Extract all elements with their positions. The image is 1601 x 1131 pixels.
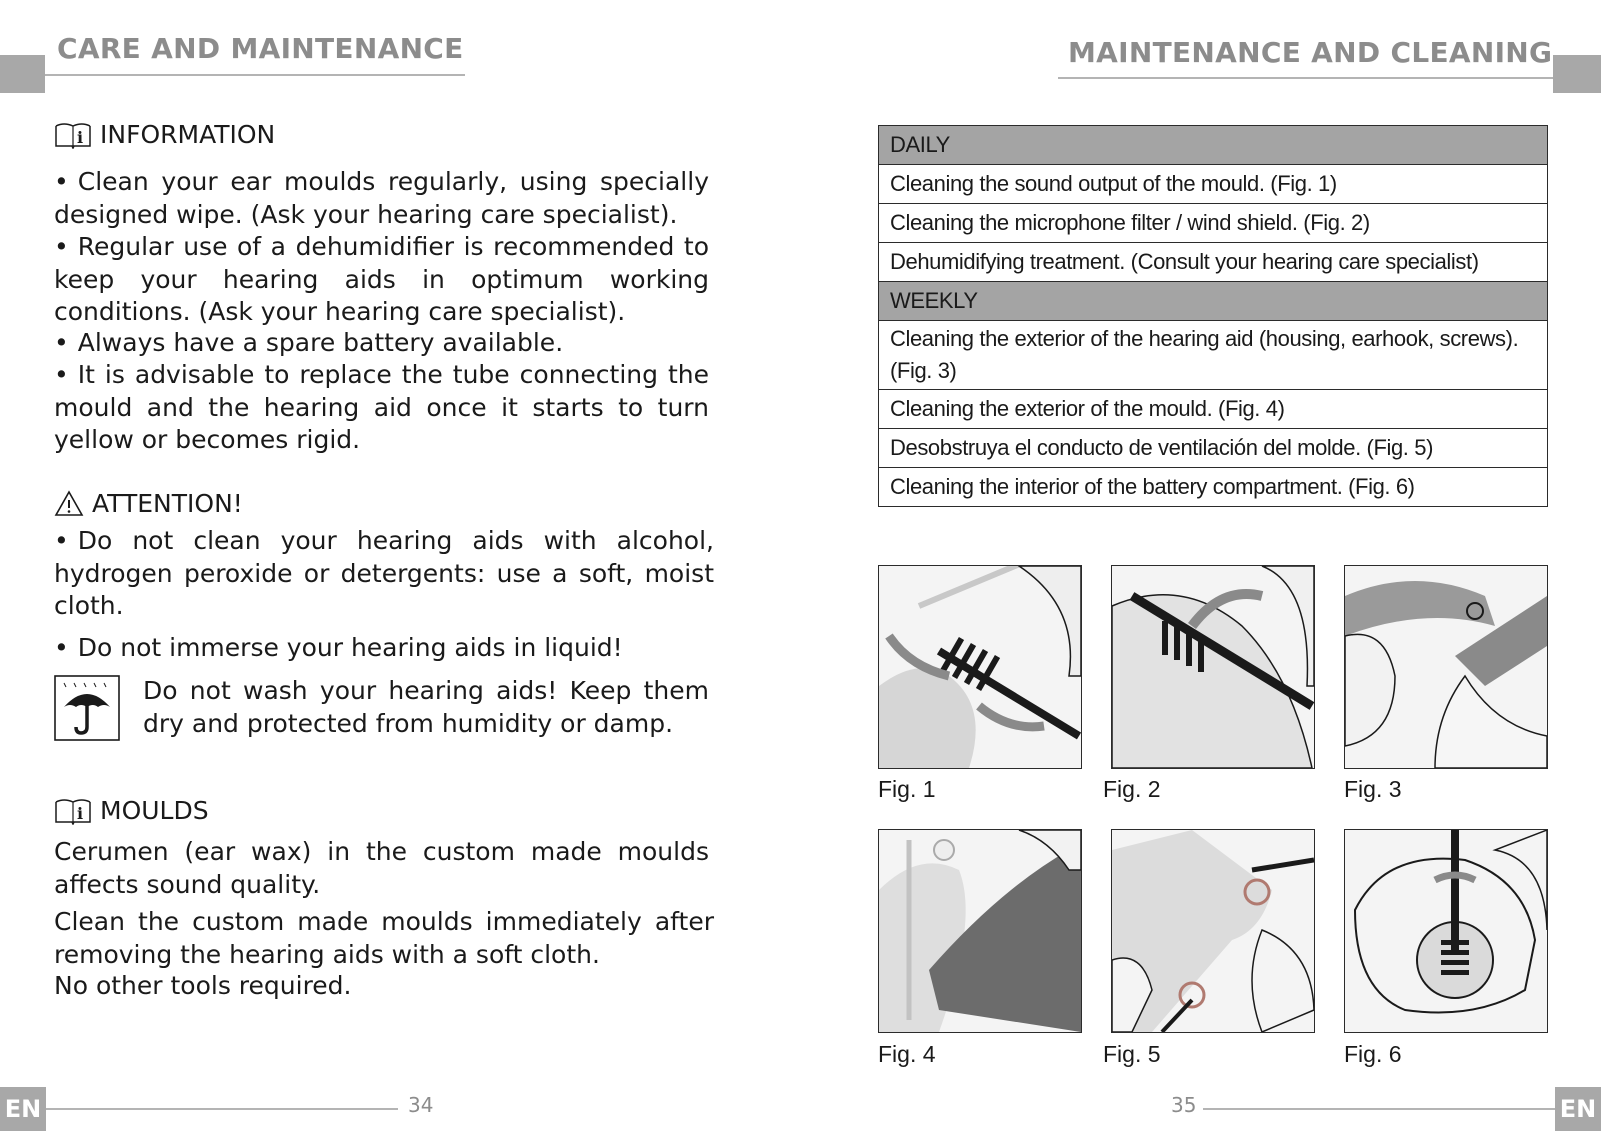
- attention-heading: [54, 489, 243, 518]
- table-row: Desobstruya el conducto de ventilación del molde. (Fig. 5): [879, 429, 1548, 468]
- information-heading-label: INFORMATION: [100, 120, 276, 149]
- right-footer-rule: [1203, 1108, 1555, 1110]
- figure-3-illustration: [1344, 565, 1548, 769]
- moulds-heading: [54, 796, 209, 825]
- left-page-title: CARE AND MAINTENANCE: [57, 32, 464, 65]
- information-heading: [54, 120, 275, 149]
- figure-4-illustration: [878, 829, 1082, 1033]
- right-page-title: MAINTENANCE AND CLEANING: [1068, 36, 1553, 69]
- table-row: Cleaning the microphone filter / wind shield. (Fig. 2): [879, 204, 1548, 243]
- table-row: Cleaning the exterior of the hearing aid (housing, earhook, screws). (Fig. 3): [879, 321, 1548, 390]
- left-footer-rule: [46, 1108, 398, 1110]
- figure-2-caption: Fig. 2: [1103, 776, 1161, 802]
- weekly-header-cell: WEEKLY: [879, 282, 1548, 321]
- table-row: Cleaning the exterior of the mould. (Fig. 4): [879, 390, 1548, 429]
- info-bullet-4: • It is advisable to replace the tube connecting the mould and the hearing aid once it starts to turn yellow or becomes rigid.: [54, 359, 709, 457]
- info-bullet-3: • Always have a spare battery available.: [54, 327, 709, 360]
- moulds-para-3: No other tools required.: [54, 971, 352, 1000]
- attention-heading-label: ATTENTION!: [92, 489, 243, 518]
- info-book-icon: [54, 121, 92, 149]
- figure-1-caption: Fig. 1: [878, 776, 936, 802]
- attention-bullet-2: • Do not immerse your hearing aids in liquid!: [54, 632, 714, 665]
- left-page-number: 34: [408, 1093, 434, 1117]
- moulds-para-1: Cerumen (ear wax) in the custom made moulds affects sound quality.: [54, 837, 709, 899]
- figure-5-illustration: [1111, 829, 1315, 1033]
- table-row: Cleaning the sound output of the mould. (Fig. 1): [879, 165, 1548, 204]
- figure-6-illustration: [1344, 829, 1548, 1033]
- maintenance-table: [878, 125, 1548, 507]
- warning-triangle-icon: [54, 490, 84, 518]
- info-bullet-1: • Clean your ear moulds regularly, using specially designed wipe. (Ask your hearing care specialist).: [54, 166, 709, 231]
- umbrella-icon: [54, 675, 120, 745]
- daily-header-cell: DAILY: [879, 126, 1548, 165]
- info-book-icon: [54, 797, 92, 825]
- figure-2-illustration: [1111, 565, 1315, 769]
- moulds-heading-label: MOULDS: [100, 796, 209, 825]
- right-header-rule: [1058, 77, 1553, 79]
- left-language-tag: EN: [0, 1087, 46, 1131]
- attention-bullet-1: • Do not clean your hearing aids with alcohol, hydrogen peroxide or detergents: use a soft, moist cloth.: [54, 525, 714, 623]
- table-row: Cleaning the interior of the battery compartment. (Fig. 6): [879, 468, 1548, 507]
- figure-5-caption: Fig. 5: [1103, 1041, 1161, 1067]
- right-page-number: 35: [1171, 1093, 1197, 1117]
- figure-1-illustration: [878, 565, 1082, 769]
- svg-text:i: i: [77, 803, 84, 823]
- svg-text:i: i: [77, 127, 84, 147]
- moulds-para-2: Clean the custom made moulds immediately after removing the hearing aids with a soft cloth.: [54, 907, 714, 969]
- right-header-block: [1553, 55, 1601, 93]
- figure-3-caption: Fig. 3: [1344, 776, 1402, 802]
- right-language-tag: EN: [1555, 1087, 1601, 1131]
- left-header-block: [0, 55, 45, 93]
- figure-6-caption: Fig. 6: [1344, 1041, 1402, 1067]
- left-header-rule: [45, 74, 465, 76]
- table-row: Dehumidifying treatment. (Consult your hearing care specialist): [879, 243, 1548, 282]
- figure-4-caption: Fig. 4: [878, 1041, 936, 1067]
- umbrella-note: Do not wash your hearing aids! Keep them dry and protected from humidity or damp.: [143, 676, 709, 738]
- info-bullet-2: • Regular use of a dehumidifier is recommended to keep your hearing aids in optimum working conditions. (Ask your hearing care specialist).: [54, 231, 709, 329]
